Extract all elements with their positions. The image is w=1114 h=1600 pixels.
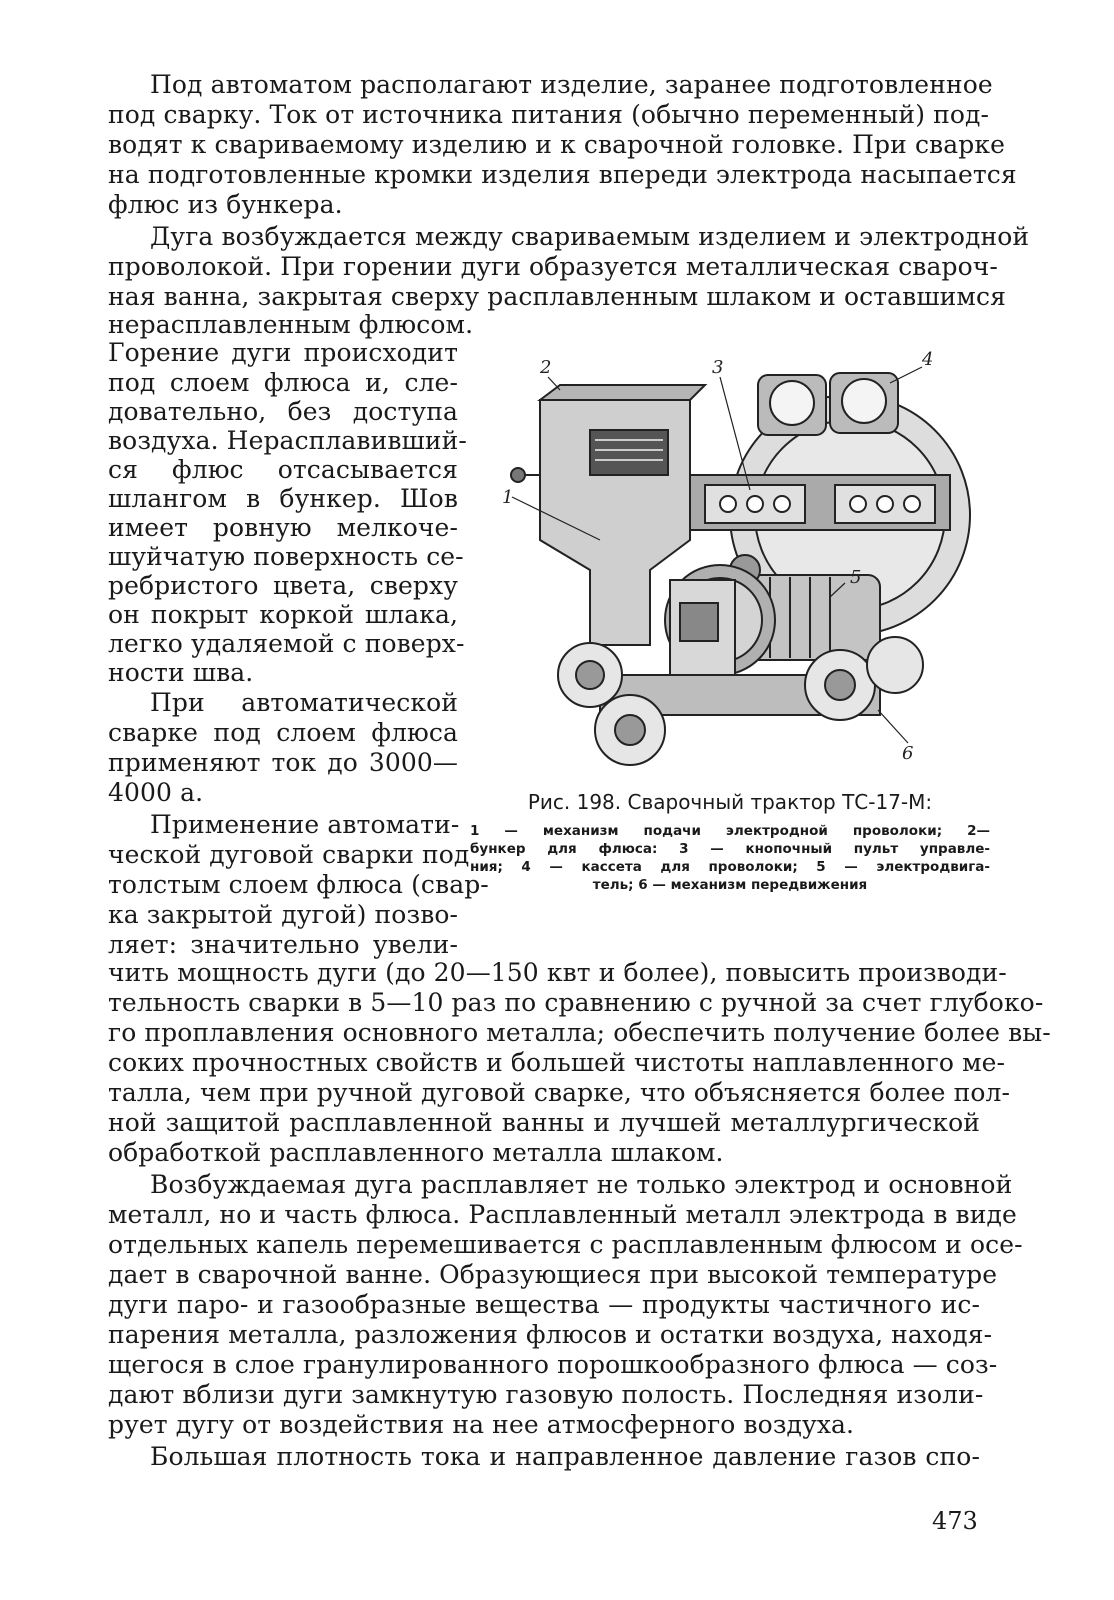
- text-line: ной защитой расплавленной ванны и лучшей металлургической: [108, 1108, 980, 1137]
- text-line: дают вблизи дуги замкнутую газовую полость. Последняя изоли-: [108, 1380, 984, 1409]
- text-line: довательно, без доступа: [108, 397, 458, 426]
- text-line: применяют ток до 3000—: [108, 748, 458, 777]
- text-line: При автоматической: [150, 688, 458, 717]
- text-line: дуги паро- и газообразные вещества — продукты частичного ис-: [108, 1290, 980, 1319]
- text-line: ся флюс отсасывается: [108, 455, 458, 484]
- figure-label: 4: [922, 349, 934, 370]
- text-line: шуйчатую поверхность се-: [108, 542, 464, 571]
- text-line: тельность сварки в 5—10 раз по сравнению с ручной за счет глубоко-: [108, 988, 1044, 1017]
- text-line: воздуха. Нерасплавивший-: [108, 426, 467, 455]
- figure-caption-line: бункер для флюса: 3 — кнопочный пульт управле-: [470, 841, 990, 857]
- text-line: ности шва.: [108, 658, 254, 687]
- text-line: Применение автомати-: [150, 810, 460, 839]
- text-line: флюс из бункера.: [108, 190, 343, 219]
- figure-label: 5: [850, 567, 862, 588]
- page-number: 473: [932, 1507, 978, 1535]
- text-line: щегося в слое гранулированного порошкообразного флюса — соз-: [108, 1350, 998, 1379]
- text-line: ляет: значительно увели-: [108, 930, 458, 959]
- figure-caption-line: ния; 4 — кассета для проволоки; 5 — электродвига-: [470, 859, 990, 875]
- text-line: сварке под слоем флюса: [108, 718, 458, 747]
- welding-tractor-illustration: [500, 345, 980, 775]
- figure-label: 3: [712, 357, 724, 378]
- figure-caption-line: тель; 6 — механизм передвижения: [592, 877, 868, 893]
- text-line: Возбуждаемая дуга расплавляет не только электрод и основной: [150, 1170, 1013, 1199]
- text-line: на подготовленные кромки изделия впереди электрода насыпается: [108, 160, 1017, 189]
- text-line: имеет ровную мелкоче-: [108, 513, 458, 542]
- text-line: отдельных капель перемешивается с расплавленным флюсом и осе-: [108, 1230, 1023, 1259]
- text-line: он покрыт коркой шлака,: [108, 600, 458, 629]
- text-line: под сварку. Ток от источника питания (обычно переменный) под-: [108, 100, 990, 129]
- figure-caption-title: Рис. 198. Сварочный трактор ТС-17-М:: [527, 790, 933, 814]
- figure-label: 6: [902, 743, 914, 764]
- text-line: водят к свариваемому изделию и к сварочной головке. При сварке: [108, 130, 1005, 159]
- text-line: Под автоматом располагают изделие, заранее подготовленное: [150, 70, 993, 99]
- text-line: парения металла, разложения флюсов и остатки воздуха, находя-: [108, 1320, 993, 1349]
- text-line: проволокой. При горении дуги образуется металлическая свароч-: [108, 252, 998, 281]
- text-line: Горение дуги происходит: [108, 338, 458, 367]
- text-line: соких прочностных свойств и большей чистоты наплавленного ме-: [108, 1048, 1006, 1077]
- text-line: талла, чем при ручной дуговой сварке, что объясняется более пол-: [108, 1078, 1011, 1107]
- text-line: легко удаляемой с поверх-: [108, 629, 465, 658]
- text-line: ребристого цвета, сверху: [108, 571, 458, 600]
- text-line: шлангом в бункер. Шов: [108, 484, 458, 513]
- text-line: обработкой расплавленного металла шлаком.: [108, 1138, 724, 1167]
- text-line: нерасплавленным флюсом.: [108, 310, 474, 339]
- text-line: рует дугу от воздействия на нее атмосферного воздуха.: [108, 1410, 855, 1439]
- text-line: го проплавления основного металла; обеспечить получение более вы-: [108, 1018, 1051, 1047]
- text-line: ная ванна, закрытая сверху расплавленным шлаком и оставшимся: [108, 282, 1006, 311]
- text-line: 4000 а.: [108, 778, 204, 807]
- text-line: Большая плотность тока и направленное давление газов спо-: [150, 1442, 980, 1471]
- text-line: дает в сварочной ванне. Образующиеся при высокой температуре: [108, 1260, 998, 1289]
- text-line: под слоем флюса и, сле-: [108, 368, 458, 397]
- text-line: чить мощность дуги (до 20—150 квт и более), повысить производи-: [108, 958, 1007, 987]
- text-line: металл, но и часть флюса. Расплавленный металл электрода в виде: [108, 1200, 1017, 1229]
- figure-caption-line: 1 — механизм подачи электродной проволоки; 2—: [470, 823, 990, 839]
- text-line: ческой дуговой сварки под: [108, 840, 470, 869]
- text-line: Дуга возбуждается между свариваемым изделием и электродной: [150, 222, 1030, 251]
- figure-label: 2: [540, 357, 552, 378]
- figure-label: 1: [502, 487, 514, 508]
- text-line: ка закрытой дугой) позво-: [108, 900, 459, 929]
- text-line: толстым слоем флюса (свар-: [108, 870, 489, 899]
